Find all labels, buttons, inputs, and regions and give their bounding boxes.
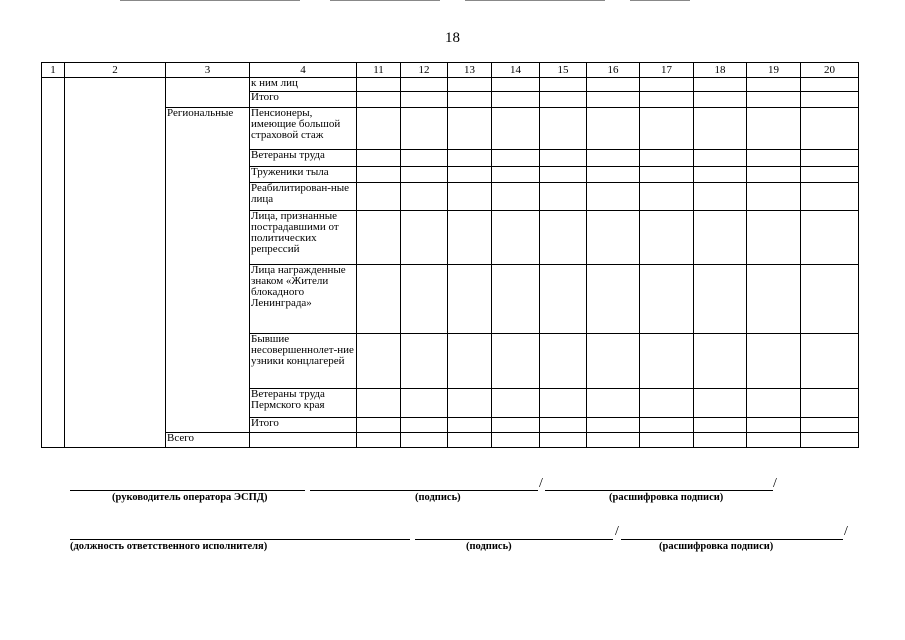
category-label: Бывшие несовершеннолет-ние узники концлагерей [250,334,357,389]
column-header: 13 [448,63,492,78]
category-label: Пенсионеры, имеющие большой страховой стаж [250,108,357,150]
subtotal-label: Итого [250,92,357,108]
subtotal-label: Итого [250,418,357,433]
report-table [41,62,859,448]
signature-slash: / [539,476,543,491]
page-number: 18 [445,30,460,46]
scan-edge-mark [465,0,605,1]
column-header: 14 [492,63,540,78]
group-label-regional: Региональные [166,108,250,433]
cell-col2-merged [65,78,166,448]
column-header: 12 [401,63,448,78]
category-label: Лица, признанные пострадавшими от политических репрессий [250,211,357,265]
column-header: 2 [65,63,166,78]
total-label: Всего [166,433,250,448]
signature-line-sign [310,490,538,491]
category-label: Ветераны труда Пермского края [250,389,357,418]
cell-col1-merged [42,78,65,448]
column-header: 3 [166,63,250,78]
column-header: 17 [640,63,694,78]
category-label: Лица награжденные знаком «Жители блокадного Ленинграда» [250,265,357,334]
table-row [42,78,859,92]
caption-signature: (подпись) [466,541,512,552]
column-header: 4 [250,63,357,78]
caption-position: (должность ответственного исполнителя) [70,541,268,552]
column-header: 16 [587,63,640,78]
column-header: 11 [357,63,401,78]
cell-col3-prev-group [166,78,250,108]
signature-slash: / [773,476,777,491]
signature-line-position [70,539,410,540]
signature-line-name [621,539,843,540]
caption-signature: (подпись) [415,492,461,503]
signature-line-sign [415,539,613,540]
category-label: Ветераны труда [250,150,357,167]
scan-edge-mark [120,0,300,1]
column-header: 19 [747,63,801,78]
caption-name: (расшифровка подписи) [659,541,774,552]
column-header: 18 [694,63,747,78]
signature-slash: / [615,524,619,539]
scan-edge-mark [630,0,690,1]
category-label: Труженики тыла [250,167,357,183]
signature-line-role [70,490,305,491]
column-header: 20 [801,63,859,78]
caption-name: (расшифровка подписи) [609,492,724,503]
scan-edge-mark [330,0,440,1]
signature-line-name [545,490,773,491]
category-label: к ним лиц [250,78,357,92]
column-number-row [42,63,859,78]
caption-role: (руководитель оператора ЭСПД) [112,492,268,503]
category-label: Реабилитирован-ные лица [250,183,357,211]
column-header: 1 [42,63,65,78]
signature-slash: / [844,524,848,539]
column-header: 15 [540,63,587,78]
